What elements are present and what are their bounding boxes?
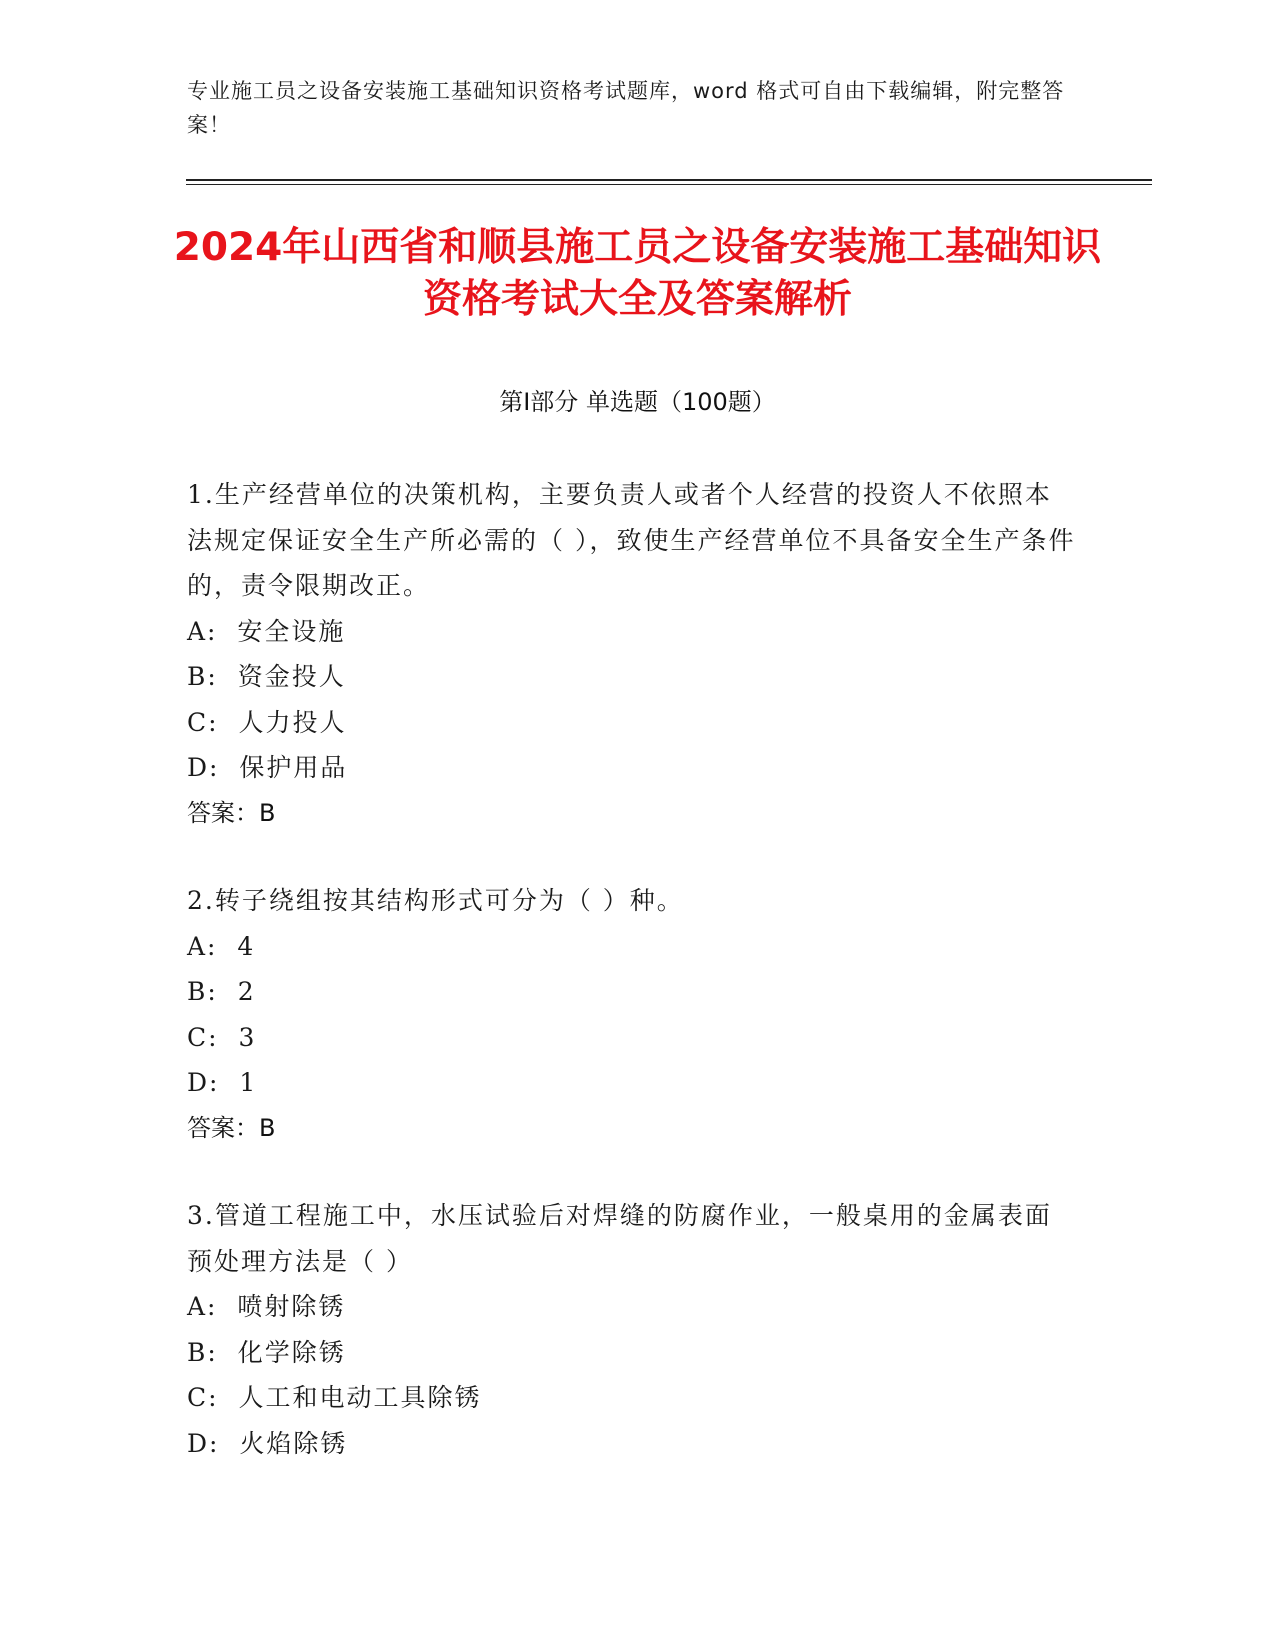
question-list [187, 472, 1077, 1508]
option-d: D: 1 [187, 1068, 258, 1097]
question-2 [187, 878, 1077, 1151]
option-c: C: 3 [187, 1022, 257, 1052]
question-1 [187, 472, 1077, 836]
option-a: A: 安全设施 [187, 616, 346, 646]
option-b: B: 化学除锈 [187, 1337, 346, 1367]
section-heading: 第Ⅰ部分 单选题（100题） [499, 388, 776, 416]
answer-line: 答案：B [187, 798, 276, 827]
question-stem: 1.生产经营单位的决策机构，主要负责人或者个人经营的投资人不依照本法规定保证安全生产所必需的（ ），致使生产经营单位不具备安全生产条件的，责令限期改正。 [187, 480, 1076, 600]
option-a: A: 4 [187, 931, 256, 961]
question-stem: 2.转子绕组按其结构形式可分为（ ）种。 [187, 886, 684, 915]
answer-line: 答案：B [187, 1113, 276, 1142]
question-3 [187, 1193, 1077, 1466]
option-c: C: 人力投人 [187, 707, 347, 737]
option-d: D: 火焰除锈 [187, 1428, 348, 1458]
option-d: D: 保护用品 [187, 753, 348, 782]
question-stem: 3.管道工程施工中，水压试验后对焊缝的防腐作业，一般桌用的金属表面预处理方法是（ ） [187, 1201, 1052, 1276]
option-b: B: 2 [187, 977, 256, 1006]
header-divider [186, 179, 1152, 181]
header-note: 专业施工员之设备安装施工基础知识资格考试题库，word 格式可自由下载编辑，附完整答案！ [187, 79, 1065, 137]
header-divider-thin [186, 184, 1152, 185]
option-c: C: 人工和电动工具除锈 [187, 1383, 482, 1412]
option-b: B: 资金投人 [187, 662, 346, 691]
option-a: A: 喷射除锈 [187, 1292, 346, 1321]
document-title: 2024年山西省和顺县施工员之设备安装施工基础知识资格考试大全及答案解析 [173, 225, 1102, 322]
